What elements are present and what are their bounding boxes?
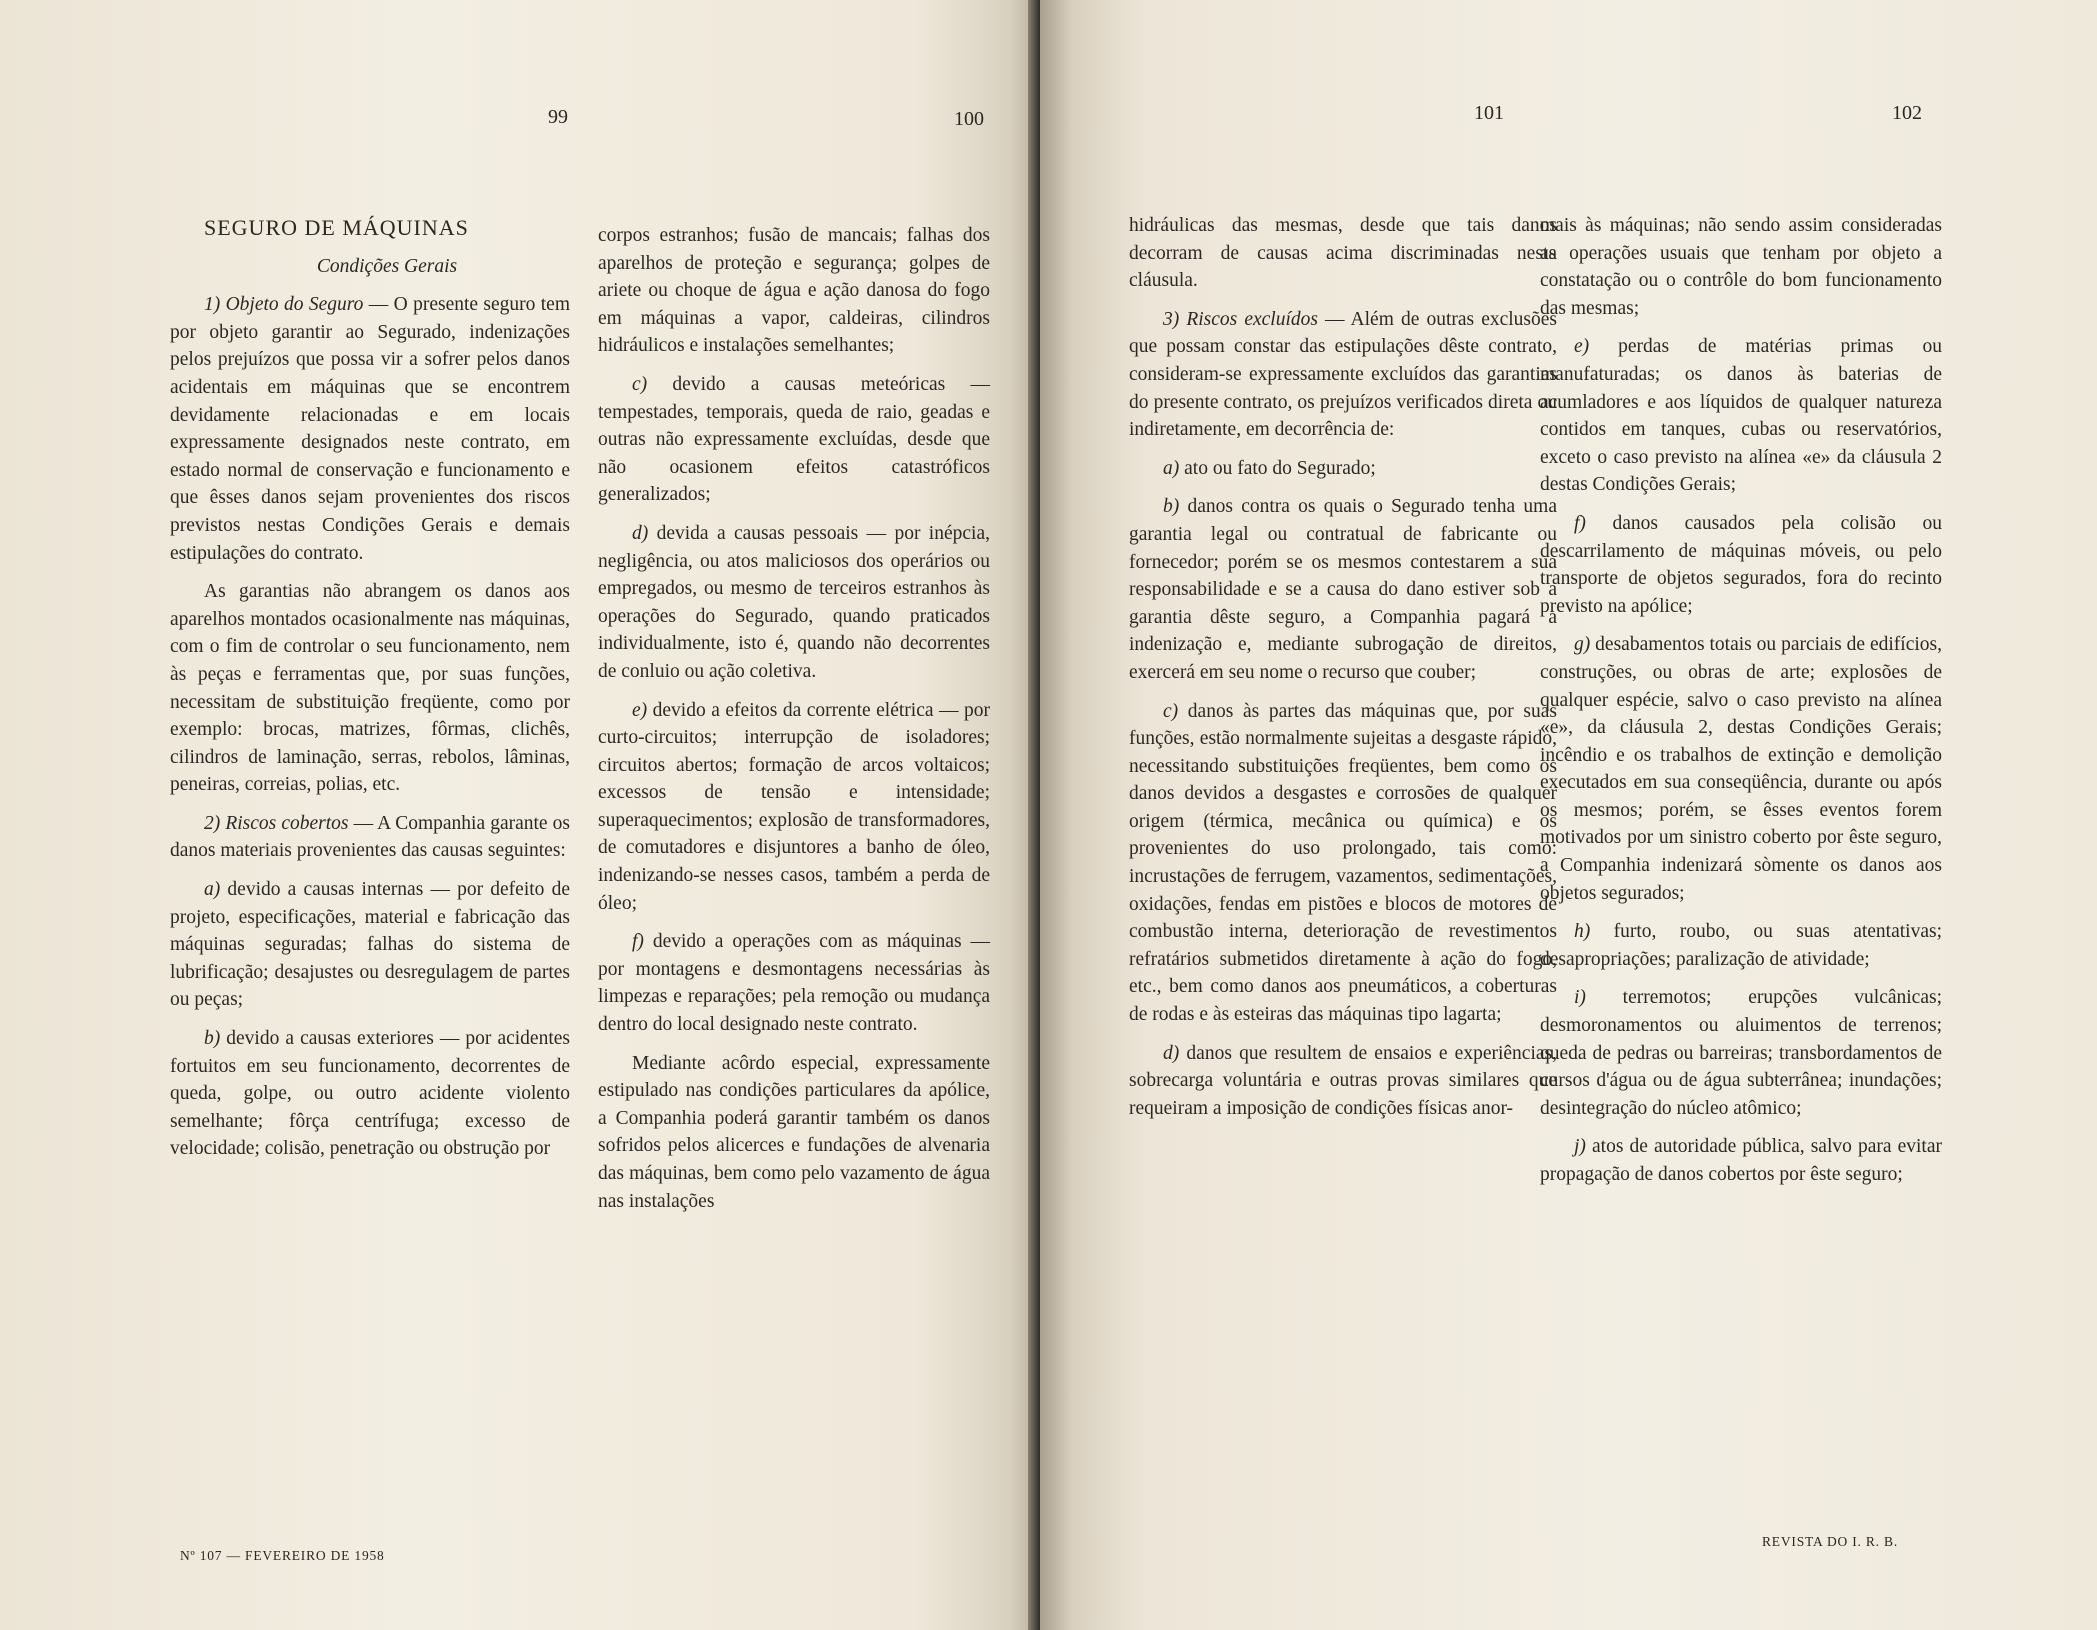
item-label: h) bbox=[1574, 921, 1591, 943]
paragraph-garantias: As garantias não abrangem os danos aos aparelhos montados ocasionalmente nas máquinas, com o fim de controlar o seu funcionamento, nem às peças e ferramentas que, por suas funções, necessitam de substituição freqüente, como por exemplo: brocas, matrizes, fôrmas, clichês, cilindros de laminação, serras, rebolos, lâminas, peneiras, correias, polias, etc. bbox=[170, 581, 570, 796]
item-body: devido a operações com as máquinas — por montagens e desmontagens necessárias às limpezas e reparações; pela remoção ou mudança dentro do local designado neste contrato. bbox=[598, 931, 990, 1036]
paragraph-continued: hidráulicas das mesmas, desde que tais danos decorram de causas acima discriminadas nesta cláusula. bbox=[1129, 215, 1557, 292]
column-page-101 bbox=[1129, 212, 1557, 1133]
footer-journal: REVISTA DO I. R. B. bbox=[1762, 1534, 1899, 1549]
subtitle: Condições Gerais bbox=[316, 255, 458, 277]
item-label: d) bbox=[1163, 1042, 1180, 1064]
item-3c bbox=[1129, 698, 1557, 1029]
paragraph-continued: corpos estranhos; fusão de mancais; falhas dos aparelhos de proteção e segurança; golpes de ariete ou choque de água e ação danosa do fogo em máquinas a vapor, caldeiras, cilindros hidráulicos e instalações semelhantes; bbox=[598, 225, 990, 357]
item-2c bbox=[598, 371, 990, 509]
section-heading-3: 3) Riscos excluídos bbox=[1163, 308, 1318, 330]
item-label: i) bbox=[1574, 987, 1586, 1009]
page-number-101: 101 bbox=[1474, 102, 1504, 124]
item-2a bbox=[170, 876, 570, 1014]
page-title: SEGURO DE MÁQUINAS bbox=[204, 215, 469, 240]
item-body: devido a efeitos da corrente elétrica — por curto-circuitos; interrupção de isoladores; circuitos abertos; formação de arcos voltaicos; excessos de tensão e intensidade; superaquecimentos; explosão de transformadores, de comutadores e disjuntores a banho de óleo, indenizando-se nesses casos, também a perda de óleo; bbox=[598, 699, 990, 914]
column-page-99 bbox=[170, 214, 570, 1174]
item-body: desabamentos totais ou parciais de edifícios, construções, ou obras de arte; explosões de qualquer espécie, salvo o caso previsto na alínea «e», da cláusula 2, destas Condições Gerais; incêndio e os trabalhos de extinção e demolição executados em sua conseqüência, durante ou após os mesmos; porém, se êsses eventos forem motivados por um sinistro coberto por êste seguro, a Companhia indenizará sòmente os danos aos objetos segurados; bbox=[1540, 634, 1942, 904]
right-leaf bbox=[1040, 0, 2097, 1630]
section-heading-2: 2) Riscos cobertos bbox=[204, 812, 349, 834]
item-label: e) bbox=[632, 699, 648, 721]
item-body: danos causados pela colisão ou descarrilamento de máquinas móveis, ou pelo transporte de objetos segurados, fora do recinto previsto na apólice; bbox=[1540, 512, 1942, 617]
item-body: perdas de matérias primas ou manufaturadas; os danos às baterias de acumladores e aos líquidos de qualquer natureza contidos em tanques, cubas ou reservatórios, exceto o caso previsto na alínea «e» da cláusula 2 destas Condições Gerais; bbox=[1540, 336, 1942, 496]
paragraph-objeto bbox=[170, 291, 570, 567]
item-label: b) bbox=[204, 1028, 221, 1050]
item-3g bbox=[1540, 631, 1942, 907]
paragraph-acordo-especial: Mediante acôrdo especial, expressamente estipulado nas condições particulares da apólice, a Companhia poderá garantir também os danos sofridos pelos alicerces e fundações de alvenaria das máquinas, bem como pelo vazamento de água nas instalações bbox=[598, 1052, 990, 1212]
paragraph-continued: mais às máquinas; não sendo assim consideradas as operações usuais que tenham por objeto a constatação ou o contrôle do bom funcionamento das mesmas; bbox=[1540, 215, 1942, 319]
section-body-2: — A Companhia garante os danos materiais provenientes das causas seguintes: bbox=[170, 812, 570, 862]
section-heading-1: 1) Objeto do Seguro bbox=[204, 294, 364, 316]
item-body: danos contra os quais o Segurado tenha uma garantia legal ou contratual de fabricante ou fornecedor; porém se os mesmos contestarem a sua responsabilidade e se a causa do dano estiver sob a garantia dêste seguro, a Companhia pagará a indenização e, mediante subrogação de direitos, exercerá em seu nome o recurso que couber; bbox=[1129, 496, 1557, 683]
item-2f bbox=[598, 928, 990, 1038]
page-number-102: 102 bbox=[1892, 102, 1922, 124]
item-label: e) bbox=[1574, 336, 1590, 358]
item-label: a) bbox=[1163, 457, 1180, 479]
item-label: f) bbox=[632, 931, 644, 953]
item-3a bbox=[1129, 455, 1557, 483]
item-label: j) bbox=[1574, 1136, 1586, 1158]
item-3b bbox=[1129, 493, 1557, 686]
page-number-99: 99 bbox=[548, 106, 568, 128]
item-3f bbox=[1540, 510, 1942, 620]
item-label: c) bbox=[1163, 700, 1179, 722]
item-2e bbox=[598, 697, 990, 918]
item-3d bbox=[1129, 1040, 1557, 1123]
item-3j bbox=[1540, 1133, 1942, 1188]
item-body: danos que resultem de ensaios e experiências, sobrecarga voluntária e outras provas similares que requeiram a imposição de condições físicas anor- bbox=[1129, 1042, 1557, 1119]
item-label: g) bbox=[1574, 634, 1591, 656]
item-body: furto, roubo, ou suas atentativas; desapropriações; paralização de atividade; bbox=[1540, 921, 1942, 970]
item-2d bbox=[598, 520, 990, 686]
section-body-1: — O presente seguro tem por objeto garantir ao Segurado, indenizações pelos prejuízos que possa vir a sofrer pelos danos acidentais em máquinas que se encontrem devidamente relacionadas e em locais expressamente designados neste contrato, em estado normal de conservação e funcionamento e que êsses danos sejam provenientes dos riscos previstos nestas Condições Gerais e demais estipulações do contrato. bbox=[170, 294, 570, 564]
item-3e bbox=[1540, 333, 1942, 499]
paragraph-riscos-cobertos bbox=[170, 810, 570, 865]
item-label: a) bbox=[204, 879, 221, 901]
item-label: c) bbox=[632, 373, 648, 395]
item-3i bbox=[1540, 984, 1942, 1122]
column-page-102 bbox=[1540, 212, 1942, 1200]
item-body: devido a causas internas — por defeito de projeto, especificações, material e fabricação das máquinas seguradas; falhas do sistema de lubrificação; desajustes ou desregulagem de partes ou peças; bbox=[170, 879, 570, 1011]
page-number-100: 100 bbox=[954, 108, 984, 130]
item-body: terremotos; erupções vulcânicas; desmoronamentos ou aluimentos de terrenos; queda de pedras ou barreiras; transbordamentos de cursos d'água ou de água subterrânea; inundações; desintegração do núcleo atômico; bbox=[1540, 987, 1942, 1119]
item-body: devido a causas meteóricas — tempestades, temporais, queda de raio, geadas e outras não expressamente excluídas, desde que não ocasionem efeitos catastróficos generalizados; bbox=[598, 373, 990, 506]
item-body: devido a causas exteriores — por acidentes fortuitos em seu funcionamento, decorrentes de queda, golpe, ou outro acidente violento semelhante; fôrça centrífuga; excesso de velocidade; colisão, penetração ou obstrução por bbox=[170, 1028, 570, 1160]
item-3h bbox=[1540, 918, 1942, 973]
item-body: danos às partes das máquinas que, por suas funções, estão normalmente sujeitas a desgaste rápido, necessitando substituições freqüentes, bem como os danos devidos a desgastes e corrosões de qualquer origem (térmica, mecânica ou química) e os provenientes do uso prolongado, tais como: incrustações de ferrugem, vazamentos, sedimentações, oxidações, fendas em pistões e blocos de motores de combustão interna, deterioração de revestimentos refratários submetidos diretamente à ação do fogo, etc., bem como danos aos pneumáticos, a coberturas de rodas e às esteiras das máquinas tipo lagarta; bbox=[1129, 700, 1557, 1026]
left-leaf bbox=[0, 0, 1040, 1630]
paragraph-riscos-excluidos bbox=[1129, 306, 1557, 444]
item-label: d) bbox=[632, 522, 649, 544]
item-label: f) bbox=[1574, 512, 1586, 534]
footer-issue: Nº 107 — FEVEREIRO DE 1958 bbox=[180, 1548, 385, 1563]
item-body: ato ou fato do Segurado; bbox=[1179, 457, 1376, 479]
item-body: devida a causas pessoais — por inépcia, negligência, ou atos maliciosos dos operários ou empregados, ou mesmo de terceiros estranhos às operações do Segurado, quando praticados individualmente, isto é, quando não decorrentes de conluio ou ação coletiva. bbox=[598, 522, 990, 682]
item-label: b) bbox=[1163, 496, 1180, 518]
item-2b bbox=[170, 1025, 570, 1163]
item-body: atos de autoridade pública, salvo para evitar propagação de danos cobertos por êste seguro; bbox=[1540, 1136, 1942, 1185]
section-body-3: — Além de outras exclusões que possam constar das estipulações dêste contrato, consideram-se expressamente excluídos das garantias do presente contrato, os prejuízos verificados direta ou indiretamente, em decorrência de: bbox=[1129, 308, 1557, 441]
column-page-100 bbox=[598, 222, 990, 1226]
